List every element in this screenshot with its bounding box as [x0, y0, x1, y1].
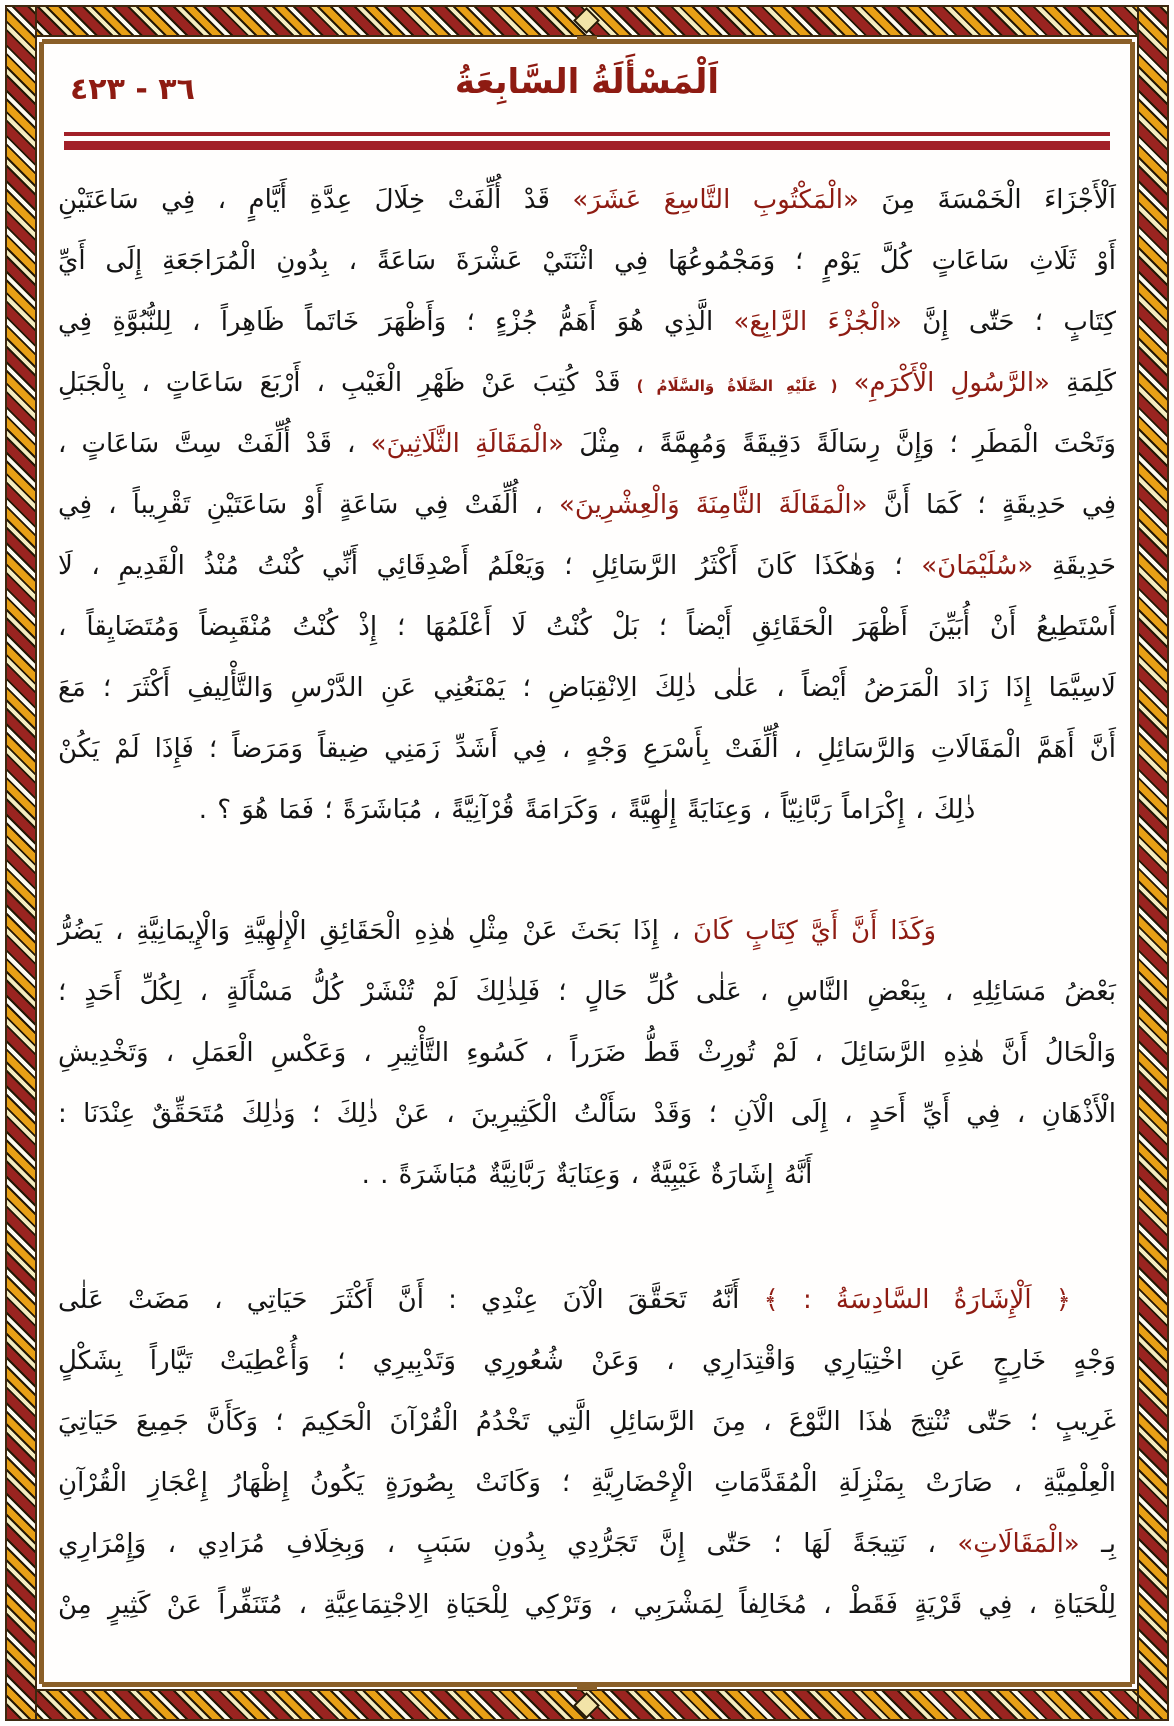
text-segment: أَنَّهُ تَحَقَّقَ الْآنَ عِنْدِي : أَنَّ أَكْثَرَ حَيَاتِي ، مَضَتْ عَلٰى — [58, 1285, 764, 1315]
text-line — [58, 536, 1116, 597]
page-content — [58, 60, 1116, 1674]
text-line — [58, 353, 1116, 414]
red-phrase: ﴿ اَلْإِشَارَةُ السَّادِسَةُ : ﴾ — [763, 1285, 1071, 1315]
paragraph-p1 — [58, 170, 1116, 841]
text-segment: كِتَابٍ ؛ حَتّٰى إِنَّ — [901, 307, 1116, 337]
text-line — [58, 1453, 1116, 1514]
page-header — [58, 60, 1116, 132]
red-phrase: وَكَذَا أَنَّ أَيَّ كِتَابٍ كَانَ — [692, 916, 936, 946]
text-segment: قَدْ أُلِّفَتْ خِلَالَ عِدَّةِ أَيَّامٍ ، فِي سَاعَتَيْنِ — [58, 185, 573, 215]
text-line — [58, 1575, 1116, 1636]
text-line — [58, 231, 1116, 292]
text-segment: ذٰلِكَ ، إِكْرَاماً رَبَّانِيّاً ، وَعِنَايَةً إِلٰهِيَّةً ، وَكَرَامَةً قُرْآنِيَّةً ، مُبَاشَرَةً ؛ فَمَا هُوَ ؟ . — [198, 795, 976, 825]
text-segment: بَعْضُ مَسَائِلِهِ ، بِبَعْضِ النَّاسِ ، عَلٰى كُلِّ حَالٍ ؛ فَلِذٰلِكَ لَمْ تُنْشَرْ كُلُّ مَسْأَلَةٍ ، لِكُلِّ أَحَدٍ ؛ — [58, 977, 1116, 1007]
text-line — [58, 1145, 1116, 1206]
text-segment: لَاسِيَّمَا إِذَا زَادَ الْمَرَضُ أَيْضاً ، عَلٰى ذٰلِكَ الِانْقِبَاضِ ؛ يَمْنَعُنِي عَنِ الدَّرْسِ وَالتَّأْلِيفِ أَكْثَرَ ؛ مَعَ — [58, 673, 1116, 703]
text-line — [58, 292, 1116, 353]
text-segment: الَّذِي هُوَ أَهَمُّ جُزْءٍ ؛ وَأَظْهَرَ خَاتَماً ظَاهِراً ، لِلنُّبُوَّةِ فِي — [58, 307, 734, 337]
text-line — [58, 170, 1116, 231]
red-phrase: «الْمَقَالَاتِ» — [957, 1529, 1080, 1559]
text-line — [58, 780, 1116, 841]
text-segment: أَنَّ أَهَمَّ الْمَقَالَاتِ وَالرَّسَائِلِ ، أُلِّفَتْ بِأَسْرَعِ وَجْهٍ ، فِي أَشَدِّ زَمَنِي ضِيقاً وَمَرَضاً ؛ فَإِذَا لَمْ يَكُنْ — [58, 734, 1116, 764]
text-line — [58, 719, 1116, 780]
text-segment: لِلْحَيَاةِ ، فِي قَرْيَةٍ فَقَطْ ، مُخَالِفاً لِمَشْرَبِي ، وَتَرْكِي لِلْحَيَاةِ الِاجْتِمَاعِيَّةِ ، مُتَنَفِّراً عَنْ كَثِيرٍ مِنْ — [58, 1590, 1116, 1620]
text-segment: أَنَّهُ إِشَارَةٌ غَيْبِيَّةٌ ، وَعِنَايَةٌ رَبَّانِيَّةٌ مُبَاشَرَةً . . — [361, 1160, 813, 1190]
text-segment: ؛ وَهٰكَذَا كَانَ أَكْثَرُ الرَّسَائِلِ ؛ وَيَعْلَمُ أَصْدِقَائِي أَنِّي كُنْتُ مُنْذُ الْقَدِيمِ ، لَا — [58, 551, 922, 581]
text-line — [58, 1084, 1116, 1145]
red-phrase: «الرَّسُولِ الْأَكْرَمِ» — [853, 368, 1050, 398]
border-center-nub-top — [577, 36, 597, 42]
red-phrase: «الْمَكْتُوبِ التَّاسِعَ عَشَرَ» — [572, 185, 859, 215]
text-segment: الْعِلْمِيَّةِ ، صَارَتْ بِمَنْزِلَةِ الْمُقَدَّمَاتِ الْإِحْضَارِيَّةِ ؛ وَكَانَتْ بِصُورَةٍ يَكُونُ إِظْهَارُ إِعْجَازِ الْقُرْآنِ — [58, 1468, 1116, 1498]
ornamental-border-left — [5, 5, 37, 1721]
text-segment: أَوْ ثَلَاثِ سَاعَاتٍ كُلَّ يَوْمٍ ؛ وَمَجْمُوعُهَا فِي اثْنَتَيْ عَشْرَةَ سَاعَةً ، بِدُونِ الْمُرَاجَعَةِ إِلَى أَيِّ — [58, 246, 1116, 276]
page-title: اَلْمَسْأَلَةُ السَّابِعَةُ — [454, 62, 720, 102]
text-segment: وَتَحْتَ الْمَطَرِ ؛ وَإِنَّ رِسَالَةً دَقِيقَةً وَمُهِمَّةً ، مِثْلَ — [564, 429, 1116, 459]
text-line — [58, 1331, 1116, 1392]
text-line — [58, 658, 1116, 719]
text-segment: بِـ — [1079, 1529, 1116, 1559]
text-segment: اَلْأَجْزَاءَ الْخَمْسَةَ مِنَ — [858, 185, 1116, 215]
text-segment: وَجْهٍ خَارِجٍ عَنِ اخْتِيَارِي وَاقْتِدَارِي ، وَعَنْ شُعُورِي وَتَدْبِيرِي ؛ وَأُعْطِيَتْ تَيَّاراً بِشَكْلٍ — [58, 1346, 1116, 1376]
text-line — [58, 1514, 1116, 1575]
text-line — [58, 597, 1116, 658]
text-line — [58, 962, 1116, 1023]
inner-rail-left — [39, 42, 44, 1684]
red-phrase: «سُلَيْمَانَ» — [921, 551, 1034, 581]
text-segment: غَرِيبٍ ؛ حَتّٰى تُنْتِجَ هٰذَا النَّوْعَ ، مِنَ الرَّسَائِلِ الَّتِي تَخْدُمُ الْقُرْآنَ الْحَكِيمَ ؛ وَكَأَنَّ جَمِيعَ حَيَاتِيَ — [58, 1407, 1116, 1437]
text-line — [58, 414, 1116, 475]
text-segment — [838, 368, 854, 398]
body-text — [58, 170, 1116, 1636]
text-segment: وَالْحَالُ أَنَّ هٰذِهِ الرَّسَائِلَ ، لَمْ تُورِثْ قَطُّ ضَرَراً ، كَسُوءِ التَّأْثِيرِ ، وَعَكْسِ الْعَمَلِ ، وَتَخْدِيشِ — [58, 1038, 1116, 1068]
honorific-symbol: ( عَلَيْهِ الصَّلَاةُ وَالسَّلَامُ ) — [636, 377, 838, 395]
page-number: ٣٦ - ٤٢٣ — [70, 72, 195, 107]
text-segment: أَسْتَطِيعُ أَنْ أُبَيِّنَ أَظْهَرَ الْحَقَائِقِ أَيْضاً ؛ بَلْ كُنْتُ لَا أَعْلَمُهَا ؛ إِذْ كُنْتُ مُنْقَبِضاً وَمُتَضَايِقاً ، — [58, 612, 1116, 642]
paragraph-p3 — [58, 1270, 1116, 1636]
text-segment: حَدِيقَةِ — [1033, 551, 1116, 581]
text-line — [58, 901, 1116, 962]
title-rule-thick — [64, 141, 1110, 150]
text-line — [58, 475, 1116, 536]
text-segment: قَدْ كُتِبَ عَنْ ظَهْرِ الْغَيْبِ ، أَرْبَعَ سَاعَاتٍ ، بِالْجَبَلِ — [58, 368, 637, 398]
text-segment: كَلِمَةِ — [1049, 368, 1116, 398]
red-phrase: «الْمَقَالَةَ الثَّامِنَةَ وَالْعِشْرِينَ» — [558, 490, 868, 520]
ornamental-border-right — [1137, 5, 1169, 1721]
text-segment: ، إِذَا بَحَثَ عَنْ مِثْلِ هٰذِهِ الْحَقَائِقِ الْإِلٰهِيَّةِ وَالْإِيمَانِيَّةِ ، يَضُرُّ — [58, 916, 693, 946]
text-segment: ، نَتِيجَةً لَهَا ؛ حَتّٰى إِنَّ تَجَرُّدِي بِدُونِ سَبَبٍ ، وَبِخِلَافِ مُرَادِي ، وَإِمْرَارِي — [58, 1529, 958, 1559]
paragraph-p2 — [58, 901, 1116, 1206]
red-phrase: «الْمَقَالَةِ الثَّلَاثِينَ» — [370, 429, 565, 459]
border-center-nub-bottom — [577, 1684, 597, 1690]
inner-rail-right — [1130, 42, 1135, 1684]
text-line — [58, 1392, 1116, 1453]
red-phrase: «الْجُزْءَ الرَّابِعَ» — [733, 307, 902, 337]
text-segment: ، قَدْ أُلِّفَتْ سِتَّ سَاعَاتٍ ، — [58, 429, 371, 459]
text-segment: فِي حَدِيقَةٍ ؛ كَمَا أَنَّ — [867, 490, 1117, 520]
text-line — [58, 1023, 1116, 1084]
text-segment: الْأَذْهَانِ ، فِي أَيِّ أَحَدٍ ، إِلَى الْآنِ ؛ وَقَدْ سَأَلْتُ الْكَثِيرِينَ ، عَنْ ذٰلِكَ ؛ وَذٰلِكَ مُتَحَقِّقٌ عِنْدَنَا : — [58, 1099, 1116, 1129]
text-line — [58, 1270, 1116, 1331]
text-segment: ، أُلِّفَتْ فِي سَاعَةٍ أَوْ سَاعَتَيْنِ تَقْرِيباً ، فِي — [58, 490, 559, 520]
